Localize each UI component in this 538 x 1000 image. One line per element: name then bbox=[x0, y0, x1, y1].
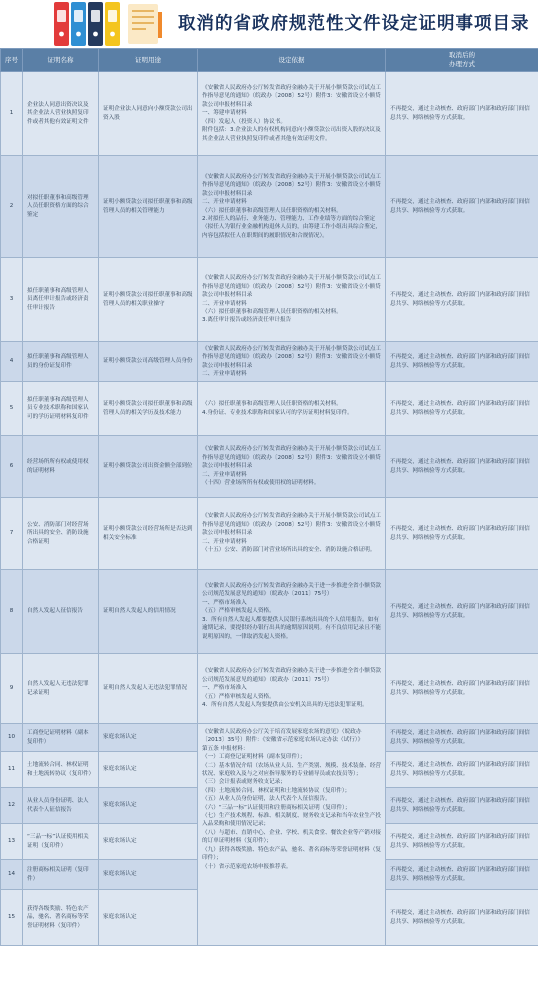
binder-yellow-icon bbox=[105, 2, 120, 46]
row-name: 拟任职董事和高级管理人员的身份证复印件 bbox=[23, 342, 99, 382]
header-alt-line2: 办理方式 bbox=[449, 60, 475, 68]
row-num: 8 bbox=[1, 570, 23, 654]
row-name: 对拟任职董事和高级管理人员任职资格方面的综合鉴定 bbox=[23, 156, 99, 258]
row-num: 3 bbox=[1, 258, 23, 342]
row-use: 证明小额贷款公司拟任职董事和高级管理人员的相关职业操守 bbox=[99, 258, 198, 342]
table-row bbox=[1, 724, 538, 752]
row-alt: 不再提交，通过主动核查、政府部门内部和政府部门间信息共享、网络核验等方式获取。 bbox=[386, 860, 538, 890]
row-use: 家庭农场认定 bbox=[99, 752, 198, 788]
header-num: 序号 bbox=[1, 49, 23, 72]
row-alt: 不再提交，通过主动核查、政府部门内部和政府部门间信息共享、网络核验等方式获取。 bbox=[386, 342, 538, 382]
row-name: 自然人发起人征信报告 bbox=[23, 570, 99, 654]
row-alt: 不再提交，通过主动核查、政府部门内部和政府部门间信息共享、网络核验等方式获取。 bbox=[386, 570, 538, 654]
row-alt: 不再提交，通过主动核查、政府部门内部和政府部门间信息共享、网络核验等方式获取。 bbox=[386, 156, 538, 258]
row-alt: 不再提交，通过主动核查、政府部门内部和政府部门间信息共享、网络核验等方式获取。 bbox=[386, 382, 538, 436]
header-use: 证明用途 bbox=[99, 49, 198, 72]
table-row bbox=[1, 498, 538, 570]
table-row bbox=[1, 342, 538, 382]
row-num: 15 bbox=[1, 890, 23, 946]
row-alt: 不再提交，通过主动核查、政府部门内部和政府部门间信息共享、网络核验等方式获取。 bbox=[386, 436, 538, 498]
row-use: 证明小额贷款公司拟任职董事和高级管理人员的相关学历及技术能力 bbox=[99, 382, 198, 436]
row-alt: 不再提交，通过主动核查、政府部门内部和政府部门间信息共享、网络核验等方式获取。 bbox=[386, 258, 538, 342]
table-row bbox=[1, 156, 538, 258]
row-alt: 不再提交，通过主动核查、政府部门内部和政府部门间信息共享、网络核验等方式获取。 bbox=[386, 788, 538, 824]
table-row bbox=[1, 436, 538, 498]
row-num: 9 bbox=[1, 654, 23, 724]
header-alt-line1: 取消后的 bbox=[449, 51, 475, 59]
row-alt: 不再提交，通过主动核查、政府部门内部和政府部门间信息共享、网络核验等方式获取。 bbox=[386, 890, 538, 946]
row-basis: 《安徽省人民政府办公厅转发省政府金融办关于开展小额贷款公司试点工作指导意见的通知》（皖政办〔2008〕52号）附件3：安徽省设立小额贷款公司申报材料目录 二、开业申请材料 （十四）营业场所所有权或使用权的证明材料。 bbox=[198, 436, 386, 498]
row-name: 工商登记证明材料（副本复印件） bbox=[23, 724, 99, 752]
header-basis: 设定依据 bbox=[198, 49, 386, 72]
binder-dark-icon bbox=[88, 2, 103, 46]
row-use: 家庭农场认定 bbox=[99, 788, 198, 824]
row-use: 家庭农场认定 bbox=[99, 860, 198, 890]
row-num: 14 bbox=[1, 860, 23, 890]
row-alt: 不再提交，通过主动核查、政府部门内部和政府部门间信息共享、网络核验等方式获取。 bbox=[386, 824, 538, 860]
table-row bbox=[1, 258, 538, 342]
row-num: 11 bbox=[1, 752, 23, 788]
row-basis: 《安徽省人民政府办公厅转发省政府金融办关于开展小额贷款公司试点工作指导意见的通知》（皖政办〔2008〕52号）附件3：安徽省设立小额贷款公司申报材料目录 二、开业申请材料 （六）拟任职董事和高级管理人员任职资格的相关材料。 3.离任审计报告或经济责任审计报告 bbox=[198, 258, 386, 342]
row-use: 家庭农场认定 bbox=[99, 724, 198, 752]
row-name: 拟任职董事和高级管理人员离任审计报告或经济责任审计报告 bbox=[23, 258, 99, 342]
header-banner bbox=[0, 0, 538, 48]
row-name: 自然人发起人无违法犯罪记录证明 bbox=[23, 654, 99, 724]
document-icon bbox=[128, 4, 162, 44]
row-name: 公安、消防部门对经营场所出具的安全、消防设施合格证明 bbox=[23, 498, 99, 570]
row-use: 证明小额贷款公司拟任职董事和高级管理人员的相关管理能力 bbox=[99, 156, 198, 258]
row-basis: 《安徽省人民政府办公厅转发省政府金融办关于开展小额贷款公司试点工作指导意见的通知》（皖政办〔2008〕52号）附件3：安徽省设立小额贷款公司申报材料目录 一、筹建申请材料 （四）发起人（投资人）协议书。 附件包括：3.企业法人的有权机构同意向小额贷款公司出资入股的决议及其企业法人营业执照复印件或者其他有效证明文件。 bbox=[198, 72, 386, 156]
table-row bbox=[1, 72, 538, 156]
row-name: 从业人员身份证明、法人代表个人征信报告 bbox=[23, 788, 99, 824]
binder-blue-icon bbox=[71, 2, 86, 46]
row-use: 证明自然人发起人的信用情况 bbox=[99, 570, 198, 654]
binders-illustration bbox=[52, 0, 172, 48]
row-num: 2 bbox=[1, 156, 23, 258]
row-use: 家庭农场认定 bbox=[99, 890, 198, 946]
row-num: 10 bbox=[1, 724, 23, 752]
row-name: 拟任职董事和高级管理人员专业技术职称和国家认可的学历证明材料复印件 bbox=[23, 382, 99, 436]
row-use: 证明企业法人同意向小额贷款公司出资入股 bbox=[99, 72, 198, 156]
row-basis: （六）拟任职董事和高级管理人员任职资格的相关材料。 4.身份证、专业技术职称和国家认可的学历证明材料复印件。 bbox=[198, 382, 386, 436]
row-num: 12 bbox=[1, 788, 23, 824]
row-alt: 不再提交，通过主动核查、政府部门内部和政府部门间信息共享、网络核验等方式获取。 bbox=[386, 498, 538, 570]
row-name: 土地流转合同、林权证明和土地流转协议（复印件） bbox=[23, 752, 99, 788]
row-name: 经营场所所有权或使用权的证明材料 bbox=[23, 436, 99, 498]
row-use: 证明小额贷款公司出资金额全部到位 bbox=[99, 436, 198, 498]
table-row bbox=[1, 382, 538, 436]
row-basis: 《安徽省人民政府办公厅转发省政府金融办关于进一步推进全省小额贷款公司规范发展意见的通知》（皖政办〔2011〕75号） 一、严格市场准入 （五）严格审核发起人资格。 3．所有自然人发起人都要提供人民银行系统出具的个人信用报告。如有逾期记录，要提供经办银行出具的逾期原因说明。有不良信用记录且不能说明原因的，一律取消发起人资格。 bbox=[198, 570, 386, 654]
table-row bbox=[1, 570, 538, 654]
row-use: 证明自然人发起人无违法犯罪情况 bbox=[99, 654, 198, 724]
row-num: 7 bbox=[1, 498, 23, 570]
row-basis: 《安徽省人民政府办公厅转发省政府金融办关于开展小额贷款公司试点工作指导意见的通知》（皖政办〔2008〕52号）附件3：安徽省设立小额贷款公司申报材料目录 二、开业申请材料 （六）拟任职董事和高级管理人员任职资格的相关材料。 2.对拟任人的品行、业务能力、管理能力、工作业绩等方面的综合鉴定（拟任人为银行业金融机构退休人员的，由筹建工作小组出具综合鉴定，内容包括拟任人在职期间的履职情况和合规情况）。 bbox=[198, 156, 386, 258]
row-alt: 不再提交，通过主动核查、政府部门内部和政府部门间信息共享、网络核验等方式获取。 bbox=[386, 724, 538, 752]
row-num: 1 bbox=[1, 72, 23, 156]
row-basis: 《安徽省人民政府办公厅转发省政府金融办关于开展小额贷款公司试点工作指导意见的通知》（皖政办〔2008〕52号）附件3：安徽省设立小额贷款公司申报材料目录 二、开业申请材料 （十五）公安、消防部门对营业场所出具的安全、消防设施合格证明。 bbox=[198, 498, 386, 570]
row-num: 13 bbox=[1, 824, 23, 860]
row-alt: 不再提交，通过主动核查、政府部门内部和政府部门间信息共享、网络核验等方式获取。 bbox=[386, 752, 538, 788]
table-header-row bbox=[1, 49, 538, 72]
binder-red-icon bbox=[54, 2, 69, 46]
row-use: 证明小额贷款公司经营场所是否达到相关安全标准 bbox=[99, 498, 198, 570]
header-name: 证明名称 bbox=[23, 49, 99, 72]
row-basis: 《安徽省人民政府办公厅转发省政府金融办关于进一步推进全省小额贷款公司规范发展意见的通知》（皖政办〔2011〕75号） 一、严格市场准入 （五）严格审核发起人资格。 4．所有自然人发起人均要提供由公安机关出具的无违法犯罪证明。 bbox=[198, 654, 386, 724]
page-title: 取消的省政府规范性文件设定证明事项目录 bbox=[178, 14, 530, 34]
row-num: 6 bbox=[1, 436, 23, 498]
certificate-table bbox=[0, 48, 538, 946]
row-name: 获得各级奖励、特色农产品，驰名、著名商标等荣誉证明材料（复印件） bbox=[23, 890, 99, 946]
row-name: 企业法人同意出资决议及其企业法人营业执照复印件或者其他有效证明文件 bbox=[23, 72, 99, 156]
row-basis-merged: 《安徽省人民政府办公厅关于培育发展家庭农场的意见》（皖政办〔2013〕35号）附件：《安徽省示范家庭农场认定办法（试行）》 第五条 申报材料： （一）工商登记证明材料（副本复印件）； （二）基本情况介绍（农场从业人员、生产类别、规模、技术装备、经营状况、家庭收入及与之对应指导服务的专业辅导员或农技员等）； （三）会计报表或财务收支记录； （四）土地流转合同、林权证明和土地流转协议（复印件）； （五）从业人员身份证明，法人代表个人征信报告。 （六）“三品一标”认证使用和注册商标相关证明（复印件）； （七）生产技术规程、标准、相关制度、财务收支记录和当年农业生产投入品采购和使用情况记录； （八）与超市、直销中心、企业、学校、机关食堂、餐饮企业等产销对接的订单证明材料（复印件）； （九）获得各级奖励、特色农产品，驰名、著名商标等荣誉证明材料（复印件）； （十）省示范家庭农场申报推荐表。 bbox=[198, 724, 386, 946]
row-name: “三品一标”认证使用相关证明（复印件） bbox=[23, 824, 99, 860]
row-alt: 不再提交，通过主动核查、政府部门内部和政府部门间信息共享、网络核验等方式获取。 bbox=[386, 72, 538, 156]
row-use: 家庭农场认定 bbox=[99, 824, 198, 860]
row-basis: 《安徽省人民政府办公厅转发省政府金融办关于开展小额贷款公司试点工作指导意见的通知》（皖政办〔2008〕52号）附件3：安徽省设立小额贷款公司申报材料目录 二、开业申请材料 bbox=[198, 342, 386, 382]
row-use: 证明小额贷款公司高级管理人员身份 bbox=[99, 342, 198, 382]
header-alt bbox=[386, 49, 538, 72]
row-name: 注册商标相关证明（复印件） bbox=[23, 860, 99, 890]
row-num: 4 bbox=[1, 342, 23, 382]
table-row bbox=[1, 654, 538, 724]
row-alt: 不再提交，通过主动核查、政府部门内部和政府部门间信息共享、网络核验等方式获取。 bbox=[386, 654, 538, 724]
row-num: 5 bbox=[1, 382, 23, 436]
